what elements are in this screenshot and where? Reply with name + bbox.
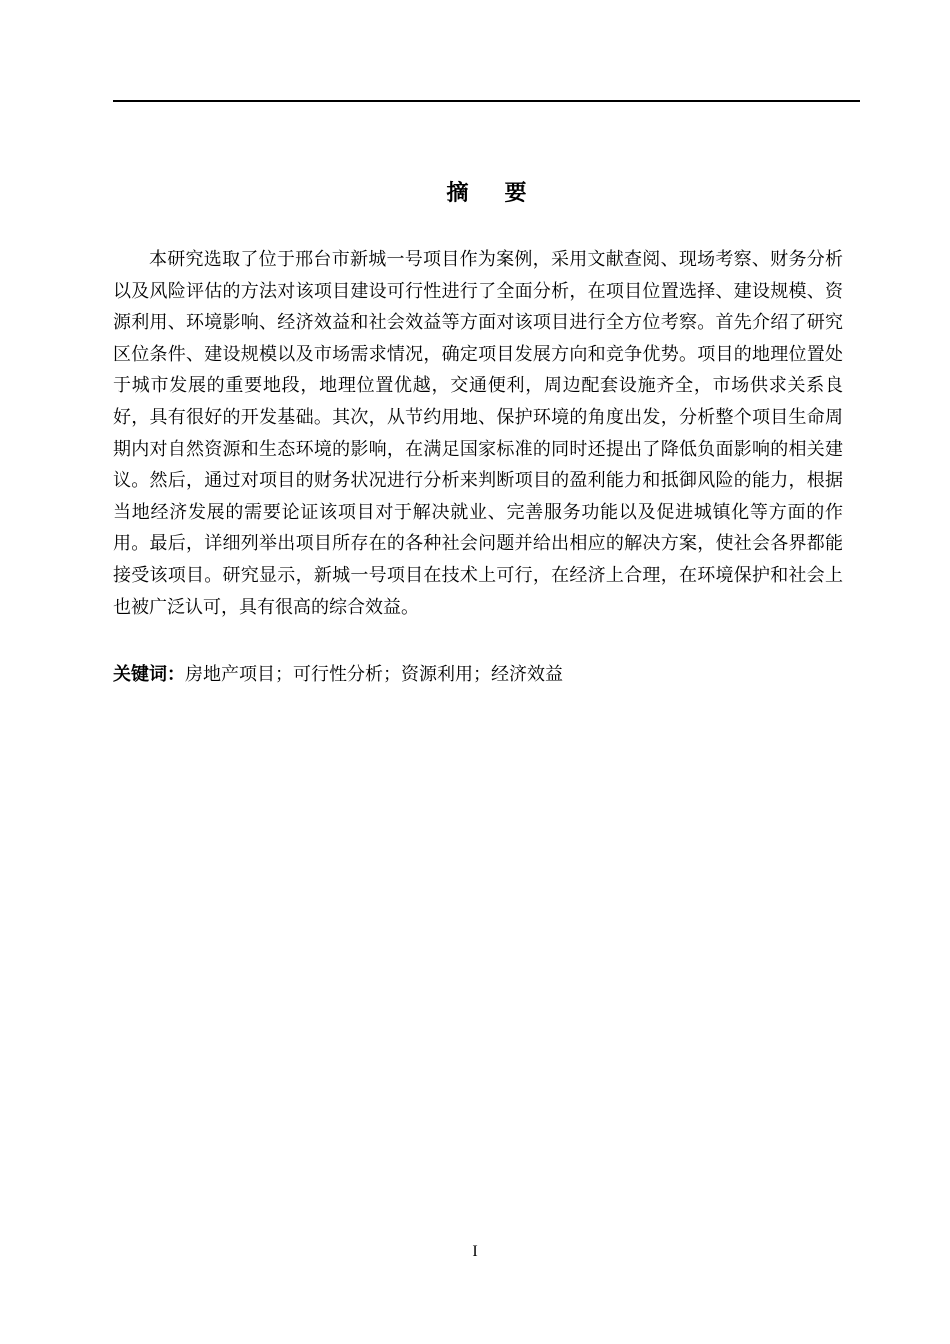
page-title: 摘要 [446,181,563,206]
page-number: I [472,1243,478,1260]
header-rule [113,100,860,102]
keywords-line [113,660,843,690]
keywords-label: 关键词： [113,664,185,685]
abstract-paragraph: 本研究选取了位于邢台市新城一号项目作为案例，采用文献查阅、现场考察、财务分析以及风险评估的方法对该项目建设可行性进行了全面分析，在项目位置选择、建设规模、资源利用、环境影响、经济效益和社会效益等方面对该项目进行全方位考察。首先介绍了研究区位条件、建设规模以及市场需求情况，确定项目发展方向和竞争优势。项目的地理位置处于城市发展的重要地段，地理位置优越，交通便利，周边配套设施齐全，市场供求关系良好，具有很好的开发基础。其次，从节约用地、保护环境的角度出发，分析整个项目生命周期内对自然资源和生态环境的影响，在满足国家标准的同时还提出了降低负面影响的相关建议。然后，通过对项目的财务状况进行分析来判断项目的盈利能力和抵御风险的能力，根据当地经济发展的需要论证该项目对于解决就业、完善服务功能以及促进城镇化等方面的作用。最后，详细列举出项目所存在的各种社会问题并给出相应的解决方案，使社会各界都能接受该项目。研究显示，新城一号项目在技术上可行，在经济上合理，在环境保护和社会上也被广泛认可，具有很高的综合效益。 [113,249,843,618]
keywords-text: 房地产项目；可行性分析；资源利用；经济效益 [185,664,563,685]
